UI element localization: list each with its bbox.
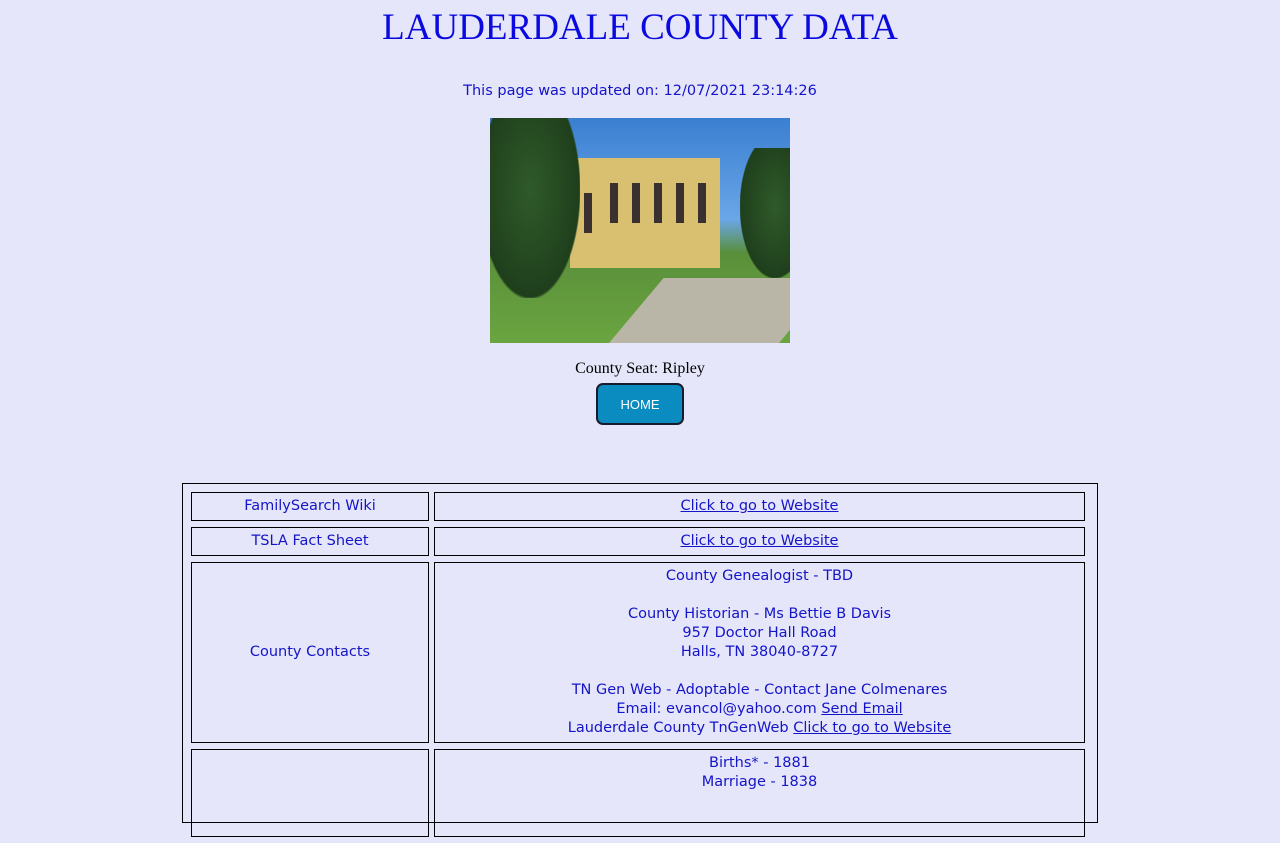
send-email-link[interactable]: Send Email bbox=[821, 701, 903, 717]
row-label bbox=[191, 749, 429, 837]
contacts-cell bbox=[434, 562, 1085, 743]
genealogist: County Genealogist - TBD bbox=[665, 568, 854, 584]
table-row bbox=[191, 527, 1085, 556]
row-label: TSLA Fact Sheet bbox=[191, 527, 429, 556]
address-line-1: 957 Doctor Hall Road bbox=[682, 625, 837, 641]
table-row bbox=[191, 749, 1085, 837]
courthouse-photo bbox=[490, 118, 790, 343]
tsla-link[interactable]: Click to go to Website bbox=[680, 533, 839, 549]
row-label: FamilySearch Wiki bbox=[191, 492, 429, 521]
page-title: LAUDERDALE COUNTY DATA bbox=[382, 7, 898, 48]
row-label: County Contacts bbox=[191, 562, 429, 743]
births-record: Births* - 1881 bbox=[709, 755, 810, 771]
historian: County Historian - Ms Bettie B Davis bbox=[627, 606, 892, 622]
tngenweb-site-text: Lauderdale County TnGenWeb bbox=[567, 720, 789, 736]
table-row bbox=[191, 562, 1085, 743]
updated-timestamp: This page was updated on: 12/07/2021 23:14:26 bbox=[463, 83, 817, 99]
building-shape bbox=[570, 158, 720, 268]
table-row bbox=[191, 492, 1085, 521]
tngenweb-contact: TN Gen Web - Adoptable - Contact Jane Colmenares bbox=[571, 682, 948, 698]
address-line-2: Halls, TN 38040-8727 bbox=[680, 644, 839, 660]
marriage-record: Marriage - 1838 bbox=[701, 774, 818, 790]
email-text: Email: evancol@yahoo.com bbox=[616, 701, 817, 717]
tngenweb-site-link[interactable]: Click to go to Website bbox=[793, 720, 952, 736]
county-seat: County Seat: Ripley bbox=[575, 360, 705, 377]
records-cell bbox=[434, 749, 1085, 837]
familysearch-link[interactable]: Click to go to Website bbox=[680, 498, 839, 514]
home-button[interactable]: HOME bbox=[596, 383, 684, 425]
county-data-table bbox=[182, 483, 1098, 823]
